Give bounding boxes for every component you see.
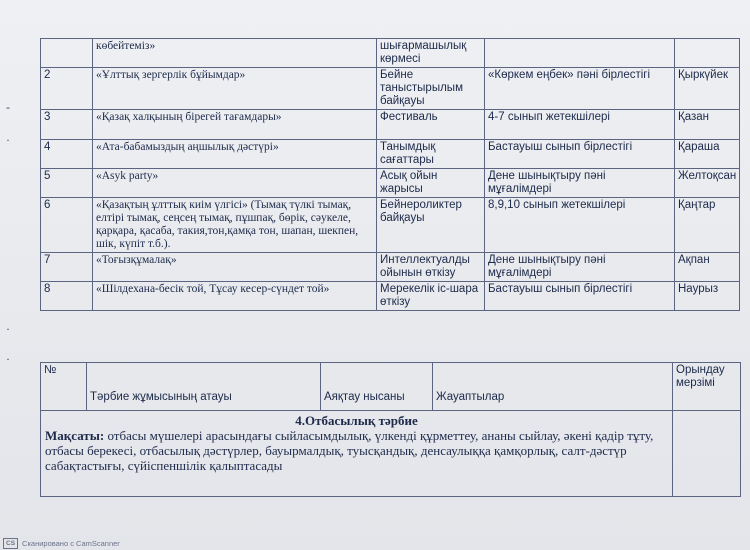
table-row bbox=[41, 68, 740, 110]
responsible bbox=[485, 39, 675, 68]
goal-label: Мақсаты: bbox=[45, 428, 105, 443]
completion-form: Асық ойын жарысы bbox=[377, 169, 485, 198]
activities-table bbox=[40, 38, 740, 311]
scanner-footer bbox=[0, 536, 750, 550]
activity-title: «Ата-бабамыздың аңшылық дәстүрі» bbox=[93, 140, 377, 169]
header-title: Тәрбие жұмысының атауы bbox=[87, 363, 321, 411]
section-row bbox=[41, 411, 741, 497]
family-education-table bbox=[40, 362, 741, 497]
margin-mark: · bbox=[6, 322, 10, 336]
responsible: Дене шынықтыру пәні мұғалімдері bbox=[485, 253, 675, 282]
activity-title: «Asyk party» bbox=[93, 169, 377, 198]
margin-mark: - bbox=[6, 100, 10, 114]
camscanner-logo-icon: CS bbox=[3, 538, 18, 549]
table-row bbox=[41, 140, 740, 169]
header-responsible: Жауаптылар bbox=[433, 363, 673, 411]
month bbox=[675, 39, 740, 68]
activity-title: «Ұлттық зергерлік бұйымдар» bbox=[93, 68, 377, 110]
margin-mark: · bbox=[6, 352, 10, 366]
activity-title: «Шілдехана-бесік той, Тұсау кесер-сүндет той» bbox=[93, 282, 377, 311]
table-row bbox=[41, 198, 740, 253]
month: Ақпан bbox=[675, 253, 740, 282]
month: Қаңтар bbox=[675, 198, 740, 253]
section-cell bbox=[41, 411, 673, 497]
responsible: 8,9,10 сынып жетекшілері bbox=[485, 198, 675, 253]
table-row bbox=[41, 110, 740, 140]
completion-form: шығармашылық көрмесі bbox=[377, 39, 485, 68]
table-row bbox=[41, 39, 740, 68]
row-number: 7 bbox=[41, 253, 93, 282]
activity-title: «Қазақтың ұлттық киім үлгісі» (Тымақ түлкі тымақ, елтірі тымақ, сеңсең тымақ, пұшпақ, бөрік, сәукеле, қарқара, қасаба, такия,тон,қамқа тон, шапан, шекпен, шік, күпіт т.б.). bbox=[93, 198, 377, 253]
responsible: Бастауыш сынып бірлестігі bbox=[485, 282, 675, 311]
table-row bbox=[41, 282, 740, 311]
table-row bbox=[41, 169, 740, 198]
header-deadline: Орындау мерзімі bbox=[673, 363, 741, 411]
header-form: Аяқтау нысаны bbox=[321, 363, 433, 411]
responsible: Бастауыш сынып бірлестігі bbox=[485, 140, 675, 169]
table-header-row bbox=[41, 363, 741, 411]
completion-form: Фестиваль bbox=[377, 110, 485, 140]
deadline-cell bbox=[673, 411, 741, 497]
margin-mark: · bbox=[6, 133, 10, 147]
row-number bbox=[41, 39, 93, 68]
completion-form: Интеллектуалды ойынын өткізу bbox=[377, 253, 485, 282]
scanner-watermark: Сканировано с CamScanner bbox=[22, 538, 120, 548]
responsible: 4-7 сынып жетекшілері bbox=[485, 110, 675, 140]
row-number: 4 bbox=[41, 140, 93, 169]
month: Қараша bbox=[675, 140, 740, 169]
completion-form: Танымдық сағаттары bbox=[377, 140, 485, 169]
responsible: «Көркем еңбек» пәні бірлестігі bbox=[485, 68, 675, 110]
completion-form: Мерекелік іс-шара өткізу bbox=[377, 282, 485, 311]
month: Желтоқсан bbox=[675, 169, 740, 198]
month: Қазан bbox=[675, 110, 740, 140]
month: Наурыз bbox=[675, 282, 740, 311]
row-number: 8 bbox=[41, 282, 93, 311]
row-number: 2 bbox=[41, 68, 93, 110]
table-row bbox=[41, 253, 740, 282]
completion-form: Бейнероликтер байқауы bbox=[377, 198, 485, 253]
row-number: 3 bbox=[41, 110, 93, 140]
month: Қыркүйек bbox=[675, 68, 740, 110]
section-title: 4.Отбасылық тәрбие bbox=[295, 413, 418, 428]
completion-form: Бейне таныстырылым байқауы bbox=[377, 68, 485, 110]
header-number: № bbox=[41, 363, 87, 411]
activity-title: көбейтеміз» bbox=[93, 39, 377, 68]
row-number: 6 bbox=[41, 198, 93, 253]
activity-title: «Тоғызқұмалақ» bbox=[93, 253, 377, 282]
row-number: 5 bbox=[41, 169, 93, 198]
goal-text: отбасы мүшелері арасындағы сыйласымдылық, үлкенді құрметтеу, ананы сыйлау, әкені қадір тұту, отбасы берекесі, отбасылық дәстүрлер, бауырмалдық, туысқандық, денсаулыққа қамқорлық, салт-дәстүр сабақтастығы, сүйіспеншілік қалыптасады bbox=[45, 428, 654, 473]
section-goal bbox=[45, 428, 668, 473]
responsible: Дене шынықтыру пәні мұғалімдері bbox=[485, 169, 675, 198]
activity-title: «Қазақ халқының бірегей тағамдары» bbox=[93, 110, 377, 140]
